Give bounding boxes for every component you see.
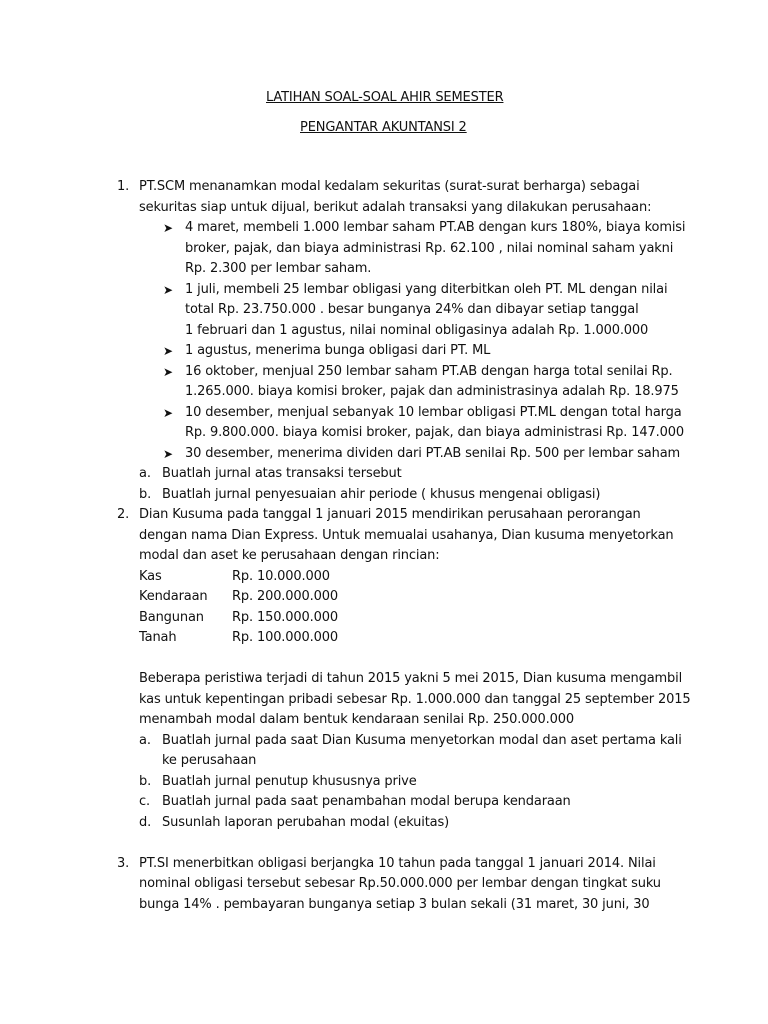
transaction-line: broker, pajak, dan biaya administrasi Rp. 62.100 , nilai nominal saham yakni [185, 241, 674, 256]
transaction-line: 1 juli, membeli 25 lembar obligasi yang diterbitkan oleh PT. ML dengan nilai [185, 282, 668, 297]
transaction-line: 16 oktober, menjual 250 lembar saham PT.AB dengan harga total senilai Rp. [185, 364, 673, 379]
asset-value: Rp. 10.000.000 [232, 569, 330, 584]
question-number: 3. [117, 856, 130, 871]
question-number: 2. [117, 507, 130, 522]
bullet-arrow-icon: ➤ [163, 447, 174, 461]
asset-name: Kendaraan [139, 589, 208, 604]
transaction-line: Rp. 2.300 per lembar saham. [185, 261, 372, 276]
sub-question-text: ke perusahaan [162, 753, 257, 768]
sub-question-letter: a. [139, 466, 151, 481]
bullet-arrow-icon: ➤ [163, 344, 174, 358]
transaction-line: 1.265.000. biaya komisi broker, pajak dan administrasinya adalah Rp. 18.975 [185, 384, 679, 399]
question-text-line: kas untuk kepentingan pribadi sebesar Rp. 1.000.000 dan tanggal 25 september 2015 [139, 692, 691, 707]
transaction-line: 10 desember, menjual sebanyak 10 lembar obligasi PT.ML dengan total harga [185, 405, 682, 420]
question-text-line: Dian Kusuma pada tanggal 1 januari 2015 mendirikan perusahaan perorangan [139, 507, 641, 522]
sub-question-text: Buatlah jurnal pada saat Dian Kusuma menyetorkan modal dan aset pertama kali [162, 733, 682, 748]
asset-value: Rp. 200.000.000 [232, 589, 339, 604]
sub-question-text: Buatlah jurnal penyesuaian ahir periode ( khusus mengenai obligasi) [162, 487, 601, 502]
question-text-line: bunga 14% . pembayaran bunganya setiap 3 bulan sekali (31 maret, 30 juni, 30 [139, 897, 650, 912]
bullet-arrow-icon: ➤ [163, 221, 174, 235]
sub-question-text: Susunlah laporan perubahan modal (ekuitas) [162, 815, 450, 830]
sub-question-letter: c. [139, 794, 150, 809]
question-text-line: sekuritas siap untuk dijual, berikut adalah transaksi yang dilakukan perusahaan: [139, 200, 652, 215]
asset-name: Bangunan [139, 610, 204, 625]
asset-value: Rp. 150.000.000 [232, 610, 339, 625]
bullet-arrow-icon: ➤ [163, 365, 174, 379]
question-text-line: Beberapa peristiwa terjadi di tahun 2015 yakni 5 mei 2015, Dian kusuma mengambil [139, 671, 683, 686]
transaction-line: Rp. 9.800.000. biaya komisi broker, pajak, dan biaya administrasi Rp. 147.000 [185, 425, 684, 440]
question-text-line: nominal obligasi tersebut sebesar Rp.50.000.000 per lembar dengan tingkat suku [139, 876, 661, 891]
bullet-arrow-icon: ➤ [163, 406, 174, 420]
sub-question-text: Buatlah jurnal atas transaksi tersebut [162, 466, 402, 481]
sub-question-letter: b. [139, 774, 152, 789]
sub-question-letter: d. [139, 815, 152, 830]
question-text-line: PT.SI menerbitkan obligasi berjangka 10 tahun pada tanggal 1 januari 2014. Nilai [139, 856, 656, 871]
asset-name: Kas [139, 569, 162, 584]
transaction-line: 1 agustus, menerima bunga obligasi dari PT. ML [185, 343, 491, 358]
question-number: 1. [117, 179, 130, 194]
question-text-line: menambah modal dalam bentuk kendaraan senilai Rp. 250.000.000 [139, 712, 574, 727]
bullet-arrow-icon: ➤ [163, 283, 174, 297]
document-subtitle: PENGANTAR AKUNTANSI 2 [300, 120, 467, 135]
question-text-line: dengan nama Dian Express. Untuk memualai usahanya, Dian kusuma menyetorkan [139, 528, 674, 543]
transaction-line: total Rp. 23.750.000 . besar bunganya 24% dan dibayar setiap tanggal [185, 302, 639, 317]
asset-value: Rp. 100.000.000 [232, 630, 339, 645]
transaction-line: 30 desember, menerima dividen dari PT.AB senilai Rp. 500 per lembar saham [185, 446, 681, 461]
question-text-line: PT.SCM menanamkan modal kedalam sekuritas (surat-surat berharga) sebagai [139, 179, 640, 194]
sub-question-letter: b. [139, 487, 152, 502]
sub-question-text: Buatlah jurnal pada saat penambahan modal berupa kendaraan [162, 794, 571, 809]
transaction-line: 4 maret, membeli 1.000 lembar saham PT.AB dengan kurs 180%, biaya komisi [185, 220, 686, 235]
question-text-line: modal dan aset ke perusahaan dengan rincian: [139, 548, 440, 563]
transaction-line: 1 februari dan 1 agustus, nilai nominal obligasinya adalah Rp. 1.000.000 [185, 323, 649, 338]
asset-name: Tanah [139, 630, 177, 645]
sub-question-letter: a. [139, 733, 151, 748]
document-title: LATIHAN SOAL-SOAL AHIR SEMESTER [266, 90, 504, 105]
sub-question-text: Buatlah jurnal penutup khususnya prive [162, 774, 417, 789]
